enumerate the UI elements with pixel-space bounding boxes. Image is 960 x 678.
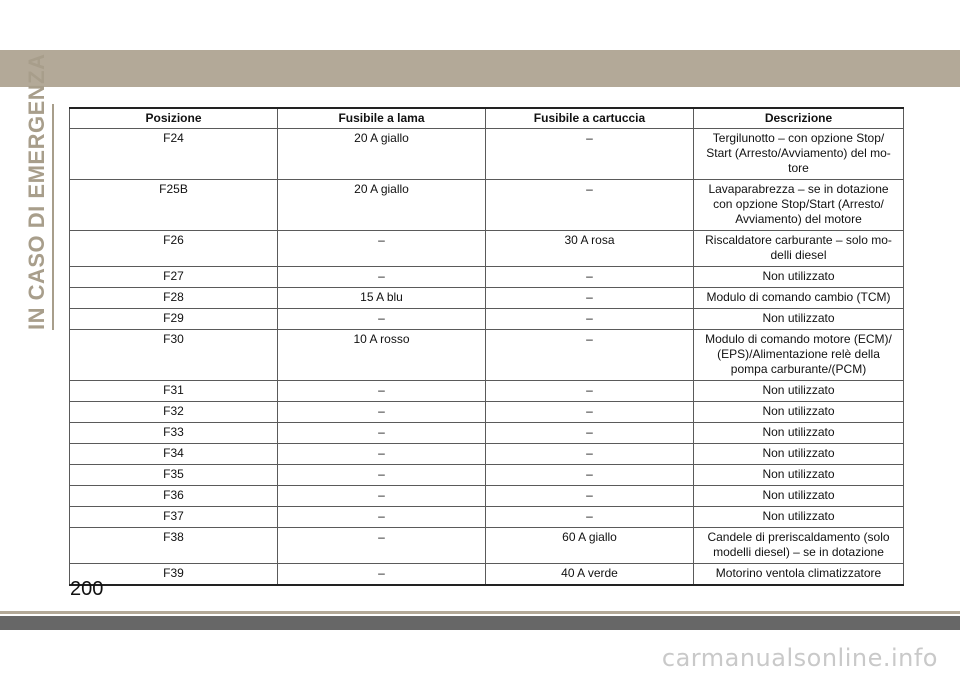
cell-fusibile-cartuccia: – (486, 309, 694, 330)
watermark: carmanualsonline.info (661, 644, 938, 672)
cell-descrizione: Non utilizzato (694, 402, 904, 423)
side-title-underline (52, 104, 54, 330)
cell-fusibile-cartuccia: – (486, 267, 694, 288)
cell-posizione: F28 (70, 288, 278, 309)
cell-descrizione: Motorino ventola climatizzatore (694, 564, 904, 586)
cell-descrizione: Non utilizzato (694, 486, 904, 507)
table-row (70, 465, 904, 486)
cell-fusibile-cartuccia: – (486, 402, 694, 423)
cell-descrizione: Non utilizzato (694, 381, 904, 402)
table-row (70, 288, 904, 309)
cell-descrizione: Non utilizzato (694, 423, 904, 444)
cell-posizione: F39 (70, 564, 278, 586)
cell-fusibile-cartuccia: – (486, 381, 694, 402)
cell-descrizione: Lavaparabrezza – se in dotazione con opzione Stop/Start (Arresto/ Avviamento) del motore (694, 180, 904, 231)
cell-posizione: F24 (70, 129, 278, 180)
cell-descrizione: Riscaldatore carburante – solo mo- delli diesel (694, 231, 904, 267)
cell-descrizione: Candele di preriscaldamento (solo modelli diesel) – se in dotazione (694, 528, 904, 564)
cell-posizione: F25B (70, 180, 278, 231)
header-fusibile-cartuccia: Fusibile a cartuccia (486, 108, 694, 129)
cell-posizione: F35 (70, 465, 278, 486)
cell-fusibile-cartuccia: – (486, 180, 694, 231)
table-row (70, 309, 904, 330)
footer-thin-line (0, 611, 960, 614)
cell-fusibile-cartuccia: – (486, 507, 694, 528)
cell-descrizione: Non utilizzato (694, 267, 904, 288)
cell-fusibile-cartuccia: – (486, 423, 694, 444)
cell-fusibile-lama: – (278, 423, 486, 444)
cell-posizione: F27 (70, 267, 278, 288)
cell-fusibile-lama: – (278, 528, 486, 564)
table-row (70, 528, 904, 564)
cell-descrizione: Modulo di comando motore (ECM)/ (EPS)/Alimentazione relè della pompa carburante/(PCM) (694, 330, 904, 381)
cell-fusibile-lama: – (278, 465, 486, 486)
cell-posizione: F38 (70, 528, 278, 564)
cell-posizione: F32 (70, 402, 278, 423)
cell-descrizione: Non utilizzato (694, 444, 904, 465)
table-body (70, 129, 904, 586)
cell-posizione: F29 (70, 309, 278, 330)
table-row (70, 486, 904, 507)
table-row (70, 564, 904, 586)
cell-fusibile-lama: 20 A giallo (278, 129, 486, 180)
cell-fusibile-lama: – (278, 309, 486, 330)
cell-posizione: F26 (70, 231, 278, 267)
cell-fusibile-lama: – (278, 564, 486, 586)
table-row (70, 129, 904, 180)
cell-descrizione: Non utilizzato (694, 309, 904, 330)
cell-fusibile-cartuccia: – (486, 330, 694, 381)
cell-fusibile-lama: – (278, 486, 486, 507)
cell-descrizione: Non utilizzato (694, 465, 904, 486)
fuse-table (69, 107, 904, 586)
table-row (70, 180, 904, 231)
cell-fusibile-lama: – (278, 402, 486, 423)
cell-posizione: F37 (70, 507, 278, 528)
cell-fusibile-lama: 15 A blu (278, 288, 486, 309)
cell-fusibile-lama: 10 A rosso (278, 330, 486, 381)
table-row (70, 267, 904, 288)
cell-fusibile-cartuccia: – (486, 129, 694, 180)
cell-posizione: F33 (70, 423, 278, 444)
table-header-row (70, 108, 904, 129)
cell-fusibile-lama: – (278, 231, 486, 267)
cell-fusibile-cartuccia: 60 A giallo (486, 528, 694, 564)
table-row (70, 231, 904, 267)
cell-descrizione: Tergilunotto – con opzione Stop/ Start (Arresto/Avviamento) del mo- tore (694, 129, 904, 180)
cell-fusibile-cartuccia: – (486, 486, 694, 507)
cell-fusibile-cartuccia: 40 A verde (486, 564, 694, 586)
cell-fusibile-lama: – (278, 381, 486, 402)
top-header-band (0, 50, 960, 87)
footer-band (0, 616, 960, 630)
table-row (70, 381, 904, 402)
cell-fusibile-cartuccia: 30 A rosa (486, 231, 694, 267)
cell-posizione: F31 (70, 381, 278, 402)
cell-fusibile-cartuccia: – (486, 444, 694, 465)
table-row (70, 444, 904, 465)
cell-fusibile-cartuccia: – (486, 465, 694, 486)
table-row (70, 423, 904, 444)
header-fusibile-lama: Fusibile a lama (278, 108, 486, 129)
table-row (70, 507, 904, 528)
cell-fusibile-lama: – (278, 444, 486, 465)
cell-posizione: F36 (70, 486, 278, 507)
cell-descrizione: Modulo di comando cambio (TCM) (694, 288, 904, 309)
cell-posizione: F34 (70, 444, 278, 465)
header-descrizione: Descrizione (694, 108, 904, 129)
cell-fusibile-lama: – (278, 507, 486, 528)
cell-fusibile-lama: 20 A giallo (278, 180, 486, 231)
section-side-title: IN CASO DI EMERGENZA (24, 53, 49, 330)
header-posizione: Posizione (70, 108, 278, 129)
cell-fusibile-cartuccia: – (486, 288, 694, 309)
cell-posizione: F30 (70, 330, 278, 381)
cell-fusibile-lama: – (278, 267, 486, 288)
table-row (70, 330, 904, 381)
cell-descrizione: Non utilizzato (694, 507, 904, 528)
page-number: 200 (70, 578, 104, 600)
table-row (70, 402, 904, 423)
